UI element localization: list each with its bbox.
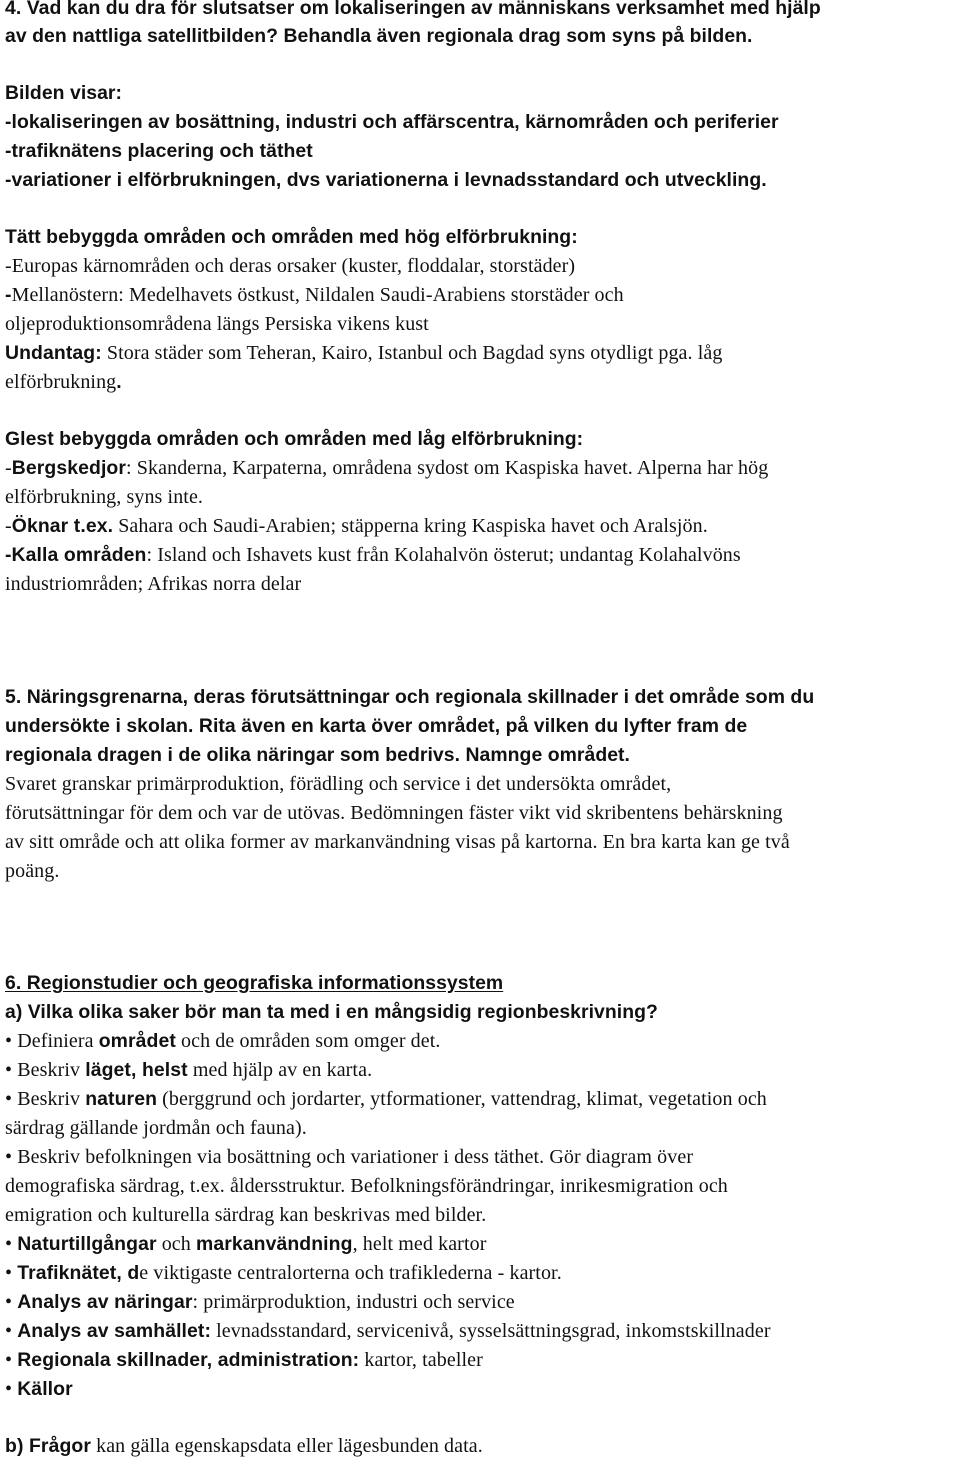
exception-period: .: [116, 371, 122, 393]
q6-title: 6. Regionstudier och geografiska informationssystem: [5, 972, 504, 994]
q5-title-line-2: undersökte i skolan. Rita även en karta över området, på vilken du lyfter fram de: [5, 715, 748, 737]
bullet-term: Naturtillgångar: [17, 1233, 157, 1255]
q5-answer-line: poäng.: [5, 860, 60, 882]
bullet-text: •: [5, 1349, 18, 1371]
sparse-text: Sahara och Saudi-Arabien; stäpperna kring Kaspiska havet och Aralsjön.: [113, 515, 708, 537]
q5-title-line-1: 5. Näringsgrenarna, deras förutsättningar och regionala skillnader i det område som du: [5, 686, 815, 708]
q4-sparse-line: elförbrukning, syns inte.: [5, 486, 204, 508]
q6-bullet-cont: demografiska särdrag, t.ex. åldersstruktur. Befolkningsförändringar, inrikesmigration och: [5, 1175, 728, 1197]
q4-sparse-line: [5, 457, 768, 479]
q6-bullet: [5, 1059, 372, 1081]
q4-sparse-heading: Glest bebyggda områden och områden med låg elförbrukning:: [5, 428, 584, 450]
sparse-term: -Kalla områden: [5, 544, 147, 566]
bullet-text: : primärproduktion, industri och service: [192, 1291, 515, 1313]
exception-label: Undantag:: [5, 342, 102, 364]
q6-subquestion-b: [5, 1435, 483, 1457]
bullet-text: •: [5, 1233, 18, 1255]
subquestion-b-label: b) Frågor: [5, 1435, 91, 1457]
bullet-text: levnadsstandard, servicenivå, sysselsättningsgrad, inkomstskillnader: [211, 1320, 771, 1342]
dash: -: [5, 457, 12, 479]
q5-answer-line: förutsättningar för dem och var de utövas. Bedömningen fäster vikt vid skribentens behärskning: [5, 802, 783, 824]
bullet-text: och: [156, 1233, 196, 1255]
q6-bullet: [5, 1349, 483, 1371]
q4-shows-item: -variationer i elförbrukningen, dvs variationerna i levnadsstandard och utveckling.: [5, 169, 767, 191]
bullet-term: markanvändning: [196, 1233, 353, 1255]
bullet-term: Analys av samhället:: [17, 1320, 212, 1342]
bullet-text: kartor, tabeller: [359, 1349, 483, 1371]
q4-exception-line-2: [5, 371, 122, 393]
q6-bullet: [5, 1233, 486, 1255]
bullet-text: • Beskriv: [5, 1088, 86, 1110]
q6-bullet-cont: emigration och kulturella särdrag kan beskrivas med bilder.: [5, 1204, 487, 1226]
q4-dense-line: -Europas kärnområden och deras orsaker (kuster, floddalar, storstäder): [5, 255, 576, 277]
q6-bullet: [5, 1320, 771, 1342]
q4-title-line-2: av den nattliga satellitbilden? Behandla även regionala drag som syns på bilden.: [5, 25, 753, 47]
bullet-text: och de områden som omger det.: [175, 1030, 441, 1052]
q6-bullet: [5, 1088, 767, 1110]
q6-subquestion-a: a) Vilka olika saker bör man ta med i en mångsidig regionbeskrivning?: [5, 1001, 658, 1023]
sparse-text: : Island och Ishavets kust från Kolahalvön österut; undantag Kolahalvöns: [146, 544, 741, 566]
q6-bullet: [5, 1262, 562, 1284]
q6-bullet: [5, 1378, 73, 1400]
dense-text: Mellanöstern: Medelhavets östkust, Nildalen Saudi-Arabiens storstäder och: [11, 284, 624, 306]
bullet-term: Trafiknätet, d: [17, 1262, 140, 1284]
bullet-text: • Beskriv: [5, 1059, 86, 1081]
bullet-term: Analys av näringar: [17, 1291, 193, 1313]
dash: -: [5, 515, 12, 537]
sparse-term: Bergskedjor: [11, 457, 127, 479]
sparse-term: Öknar t.ex.: [11, 515, 114, 537]
q6-bullet-cont: särdrag gällande jordmån och fauna).: [5, 1117, 307, 1139]
bullet-term: läget, helst: [85, 1059, 188, 1081]
q4-shows-item: -trafiknätens placering och täthet: [5, 140, 313, 162]
bullet-text: •: [5, 1378, 18, 1400]
bullet-term: Källor: [17, 1378, 73, 1400]
q4-sparse-line: industriområden; Afrikas norra delar: [5, 573, 302, 595]
q4-shows-item: -lokaliseringen av bosättning, industri och affärscentra, kärnområden och periferier: [5, 111, 779, 133]
q4-title-line-1: 4. Vad kan du dra för slutsatser om lokaliseringen av människans verksamhet med hjälp: [5, 0, 821, 19]
bullet-text: •: [5, 1291, 18, 1313]
q6-bullet: [5, 1030, 441, 1052]
bullet-text: •: [5, 1262, 18, 1284]
bullet-text: med hjälp av en karta.: [187, 1059, 373, 1081]
q4-dense-line: [5, 284, 624, 306]
q4-dense-heading: Tätt bebyggda områden och områden med hög elförbrukning:: [5, 226, 578, 248]
q4-sparse-line: [5, 515, 708, 537]
q4-shows-heading: Bilden visar:: [5, 82, 123, 104]
bullet-text: (berggrund och jordarter, ytformationer, vattendrag, klimat, vegetation och: [157, 1088, 767, 1110]
bullet-term: området: [98, 1030, 176, 1052]
sparse-text: : Skanderna, Karpaterna, områdena sydost om Kaspiska havet. Alperna har hög: [126, 457, 769, 479]
q4-exception-line: [5, 342, 722, 364]
q5-answer-line: Svaret granskar primärproduktion, förädling och service i det undersökta området,: [5, 773, 672, 795]
subquestion-b-text: kan gälla egenskapsdata eller lägesbunden data.: [91, 1435, 483, 1457]
q4-sparse-line: [5, 544, 741, 566]
bullet-term: Regionala skillnader, administration:: [17, 1349, 360, 1371]
bullet-text: , helt med kartor: [352, 1233, 487, 1255]
q5-answer-line: av sitt område och att olika former av markanvändning visas på kartorna. En bra karta kan ge två: [5, 831, 790, 853]
bullet-text: •: [5, 1320, 18, 1342]
exception-text: elförbrukning: [5, 371, 117, 393]
bold-dash: -: [5, 284, 12, 306]
q5-title-line-3: regionala dragen i de olika näringar som bedrivs. Namnge området.: [5, 744, 630, 766]
q6-bullet: [5, 1291, 515, 1313]
bullet-text: e viktigaste centralorterna och trafiklederna - kartor.: [139, 1262, 562, 1284]
bullet-term: naturen: [85, 1088, 158, 1110]
bullet-text: • Definiera: [5, 1030, 99, 1052]
exception-text: Stora städer som Teheran, Kairo, Istanbul och Bagdad syns otydligt pga. låg: [101, 342, 723, 364]
q6-bullet: • Beskriv befolkningen via bosättning och variationer i dess täthet. Gör diagram över: [5, 1146, 694, 1168]
q4-dense-line: oljeproduktionsområdena längs Persiska vikens kust: [5, 313, 429, 335]
